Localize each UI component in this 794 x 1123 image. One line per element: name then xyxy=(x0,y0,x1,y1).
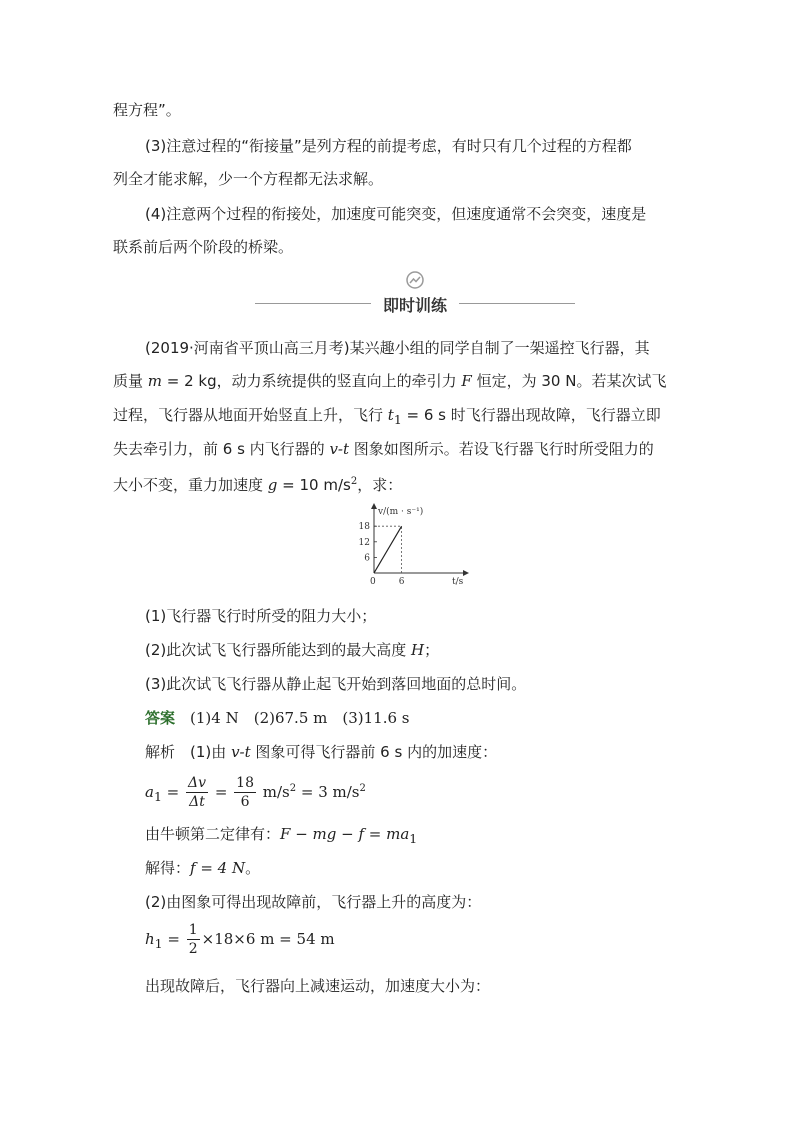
note-3-line-1: (3)注意过程的“衔接量”是列方程的前提考虑，有时只有几个过程的方程都 xyxy=(145,137,632,155)
answer-line xyxy=(145,708,409,728)
problem-line-3: 过程，飞行器从地面开始竖直上升，飞行 $t_1 = 6$ s 时飞行器出现故障，飞行器立即 xyxy=(113,406,661,427)
acceleration-equation: $a_1$ = $\frac{\Delta v}{\Delta t}$ = $\frac{18}{6}$ $m/s^2 = 3$ $m/s^2$ xyxy=(145,775,366,810)
analysis-line-1: 解析 (1)由 v-t 图象可得飞行器前 6 s 内的加速度： xyxy=(145,743,498,761)
analysis-part-2: (2)由图象可得出现故障前，飞行器上升的高度为： xyxy=(145,893,482,911)
question-1: (1)飞行器飞行时所受的阻力大小； xyxy=(145,607,377,625)
fraction-18-6: $\frac{18}{6}$ xyxy=(236,775,254,810)
y-tick-label-1: 12 xyxy=(358,537,370,548)
header-rule-right xyxy=(459,303,575,304)
analysis-label: 解析 xyxy=(145,743,176,761)
section-header xyxy=(255,270,575,318)
question-3: (3)此次试飞飞行器从静止起飞开始到落回地面的总时间。 xyxy=(145,675,527,693)
vt-graph xyxy=(336,500,476,588)
problem-line-5: 大小不变，重力加速度 g = 10 $m/s^2$，求： xyxy=(113,476,403,494)
intro-line: 程方程”。 xyxy=(113,101,181,119)
problem-line-1: (2019·河南省平顶山高三月考)某兴趣小组的同学自制了一架遥控飞行器，其 xyxy=(145,339,650,357)
problem-line-4: 失去牵引力，前 6 s 内飞行器的 v-t 图象如图所示。若设飞行器飞行时所受阻力的 xyxy=(113,440,654,458)
answer-text: (1)4 N (2)67.5 m (3)11.6 s xyxy=(190,709,410,727)
y-axis-label: v/(m · s⁻¹) xyxy=(378,507,424,517)
answer-label: 答案 xyxy=(145,709,176,727)
y-tick-label-0: 6 xyxy=(364,553,370,564)
newton-law-line: 由牛顿第二定律有：F − mg − $f = ma_1$ xyxy=(145,825,418,846)
question-2: (2)此次试飞飞行器所能达到的最大高度 H； xyxy=(145,641,440,659)
origin-label: 0 xyxy=(370,577,376,587)
note-4-line-1: (4)注意两个过程的衔接处，加速度可能突变，但速度通常不会突变，速度是 xyxy=(145,205,647,223)
velocity-line xyxy=(374,526,402,573)
x-tick-label-0: 6 xyxy=(398,577,405,587)
analysis-after-fault: 出现故障后，飞行器向上减速运动，加速度大小为： xyxy=(145,977,491,995)
section-title: 即时训练 xyxy=(382,296,447,315)
note-3-line-2: 列全才能求解，少一个方程都无法求解。 xyxy=(113,170,384,188)
y-tick-label-2: 18 xyxy=(358,522,370,533)
height-equation: $h_1$ = $\frac{1}{2}$ ×18×6 m = 54 m xyxy=(145,922,335,957)
training-badge-icon xyxy=(403,270,427,290)
x-axis-label: t/s xyxy=(452,577,464,587)
problem-line-2: 质量 m = 2 kg，动力系统提供的竖直向上的牵引力 F 恒定，为 30 N。若某次试飞 xyxy=(113,372,667,390)
note-4-line-2: 联系前后两个阶段的桥梁。 xyxy=(113,238,294,256)
fraction-half: $\frac{1}{2}$ xyxy=(188,922,198,957)
solve-line: 解得：f = 4 N。 xyxy=(145,859,261,877)
fraction-dv-dt: $\frac{\Delta v}{\Delta t}$ xyxy=(188,775,207,810)
